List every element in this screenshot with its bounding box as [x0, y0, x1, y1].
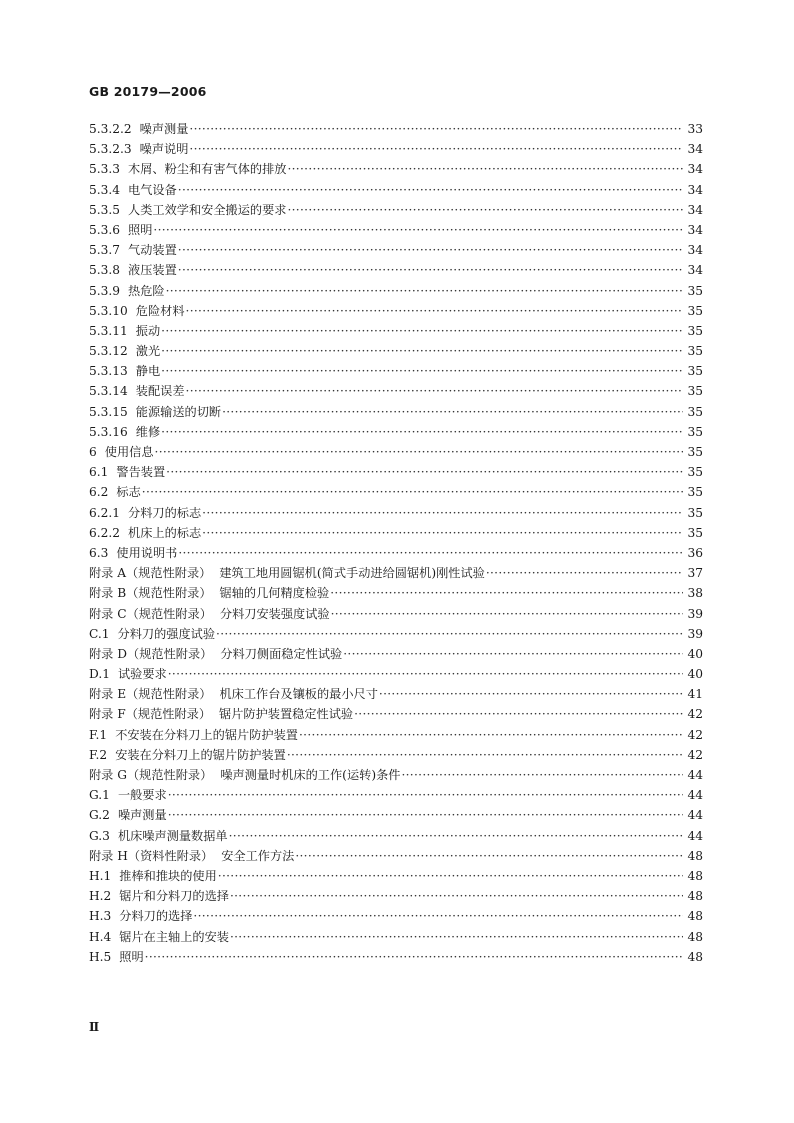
toc-entry-page: 48	[687, 868, 703, 883]
toc-entry-title: 一般要求	[117, 788, 167, 803]
toc-entry-page: 48	[687, 949, 703, 964]
toc-entry-title: 使用说明书	[116, 545, 178, 560]
toc-entry[interactable]	[89, 906, 703, 926]
toc-entry-number: 附录 H（资料性附录）	[89, 848, 214, 863]
toc-entry-title: 噪声说明	[139, 142, 189, 157]
toc-entry-title: 电气设备	[128, 182, 177, 197]
toc-entry-title: 照明	[128, 222, 153, 237]
toc-entry-number: 附录 C（规范性附录）	[89, 606, 212, 621]
toc-entry-page: 35	[687, 505, 703, 520]
toc-entry-number: H.4	[89, 929, 112, 944]
toc-entry-page: 44	[687, 828, 703, 843]
toc-entry-number: H.2	[89, 889, 112, 904]
toc-entry-page: 35	[687, 323, 703, 338]
toc-entry-page: 34	[687, 142, 703, 157]
dot-leader	[168, 785, 683, 805]
toc-entry[interactable]	[89, 684, 703, 704]
dot-leader	[193, 906, 683, 926]
toc-entry[interactable]	[89, 765, 703, 785]
toc-entry-page: 36	[687, 545, 703, 560]
toc-entry-page: 35	[687, 445, 703, 459]
toc-entry-title: 试验要求	[117, 667, 167, 682]
dot-leader	[216, 624, 683, 644]
toc-entry-number: 5.3.4	[89, 182, 121, 197]
toc-entry-page: 34	[687, 243, 703, 258]
toc-entry-title: 不安装在分料刀上的锯片防护装置	[115, 727, 298, 742]
toc-entry[interactable]	[89, 180, 703, 200]
toc-entry-number: F.2	[89, 747, 108, 762]
toc-entry[interactable]	[89, 260, 703, 280]
dot-leader	[161, 361, 683, 381]
toc-entry-page: 34	[687, 182, 703, 197]
dot-leader	[486, 563, 683, 583]
dot-leader	[189, 139, 683, 159]
toc-entry-number: 6.1	[89, 465, 109, 480]
dot-leader	[331, 604, 683, 624]
toc-entry-title: 标志	[116, 485, 141, 500]
toc-entry-page: 39	[687, 626, 703, 641]
toc-entry[interactable]	[89, 866, 703, 886]
table-of-contents	[89, 119, 703, 967]
dot-leader	[379, 684, 683, 704]
dot-leader	[186, 301, 683, 321]
toc-entry-title: 噪声测量时机床的工作(运转)条件	[220, 768, 401, 782]
toc-entry-number: 5.3.2.3	[89, 142, 132, 157]
toc-entry-title: 照明	[119, 949, 144, 964]
toc-entry-title: 激光	[135, 344, 161, 359]
toc-entry-page: 33	[687, 122, 703, 136]
toc-entry-number: 5.3.14	[89, 384, 128, 399]
toc-entry-number: C.1	[89, 626, 110, 641]
toc-entry[interactable]	[89, 745, 703, 765]
toc-entry-title: 热危险	[128, 283, 165, 298]
toc-entry-page: 42	[687, 727, 703, 742]
toc-entry[interactable]	[89, 301, 703, 321]
toc-entry-page: 35	[687, 384, 703, 399]
toc-entry-title: 分料刀的标志	[128, 505, 202, 520]
toc-entry-page: 48	[687, 929, 703, 944]
toc-entry-number: 5.3.11	[89, 323, 128, 338]
toc-entry[interactable]	[89, 281, 703, 301]
toc-entry[interactable]	[89, 624, 703, 644]
toc-entry-title: 使用信息	[104, 445, 154, 459]
toc-entry-number: G.2	[89, 808, 110, 823]
dot-leader	[161, 341, 683, 361]
toc-entry[interactable]	[89, 341, 703, 361]
toc-entry-number: 5.3.15	[89, 404, 128, 419]
toc-entry-page: 41	[687, 687, 703, 702]
toc-entry[interactable]	[89, 846, 703, 866]
toc-entry[interactable]	[89, 725, 703, 745]
toc-entry[interactable]	[89, 947, 703, 967]
toc-entry-number: 5.3.8	[89, 263, 121, 278]
toc-entry[interactable]	[89, 482, 703, 502]
toc-entry[interactable]	[89, 543, 703, 563]
toc-entry-title: 噪声测量	[117, 808, 167, 823]
dot-leader	[222, 402, 683, 422]
dot-leader	[161, 422, 683, 442]
toc-entry-number: 5.3.2.2	[89, 122, 132, 136]
toc-entry[interactable]	[89, 462, 703, 482]
toc-entry[interactable]	[89, 503, 703, 523]
toc-entry-title: 噪声测量	[139, 122, 189, 136]
toc-entry[interactable]	[89, 159, 703, 179]
toc-entry-number: 附录 A（规范性附录）	[89, 566, 212, 581]
toc-entry-title: 人类工效学和安全搬运的要求	[128, 202, 287, 217]
toc-entry-number: 附录 D（规范性附录）	[89, 646, 213, 661]
dot-leader	[178, 260, 683, 280]
toc-entry-page: 48	[687, 889, 703, 904]
toc-entry-title: 安全工作方法	[221, 848, 295, 863]
toc-entry-page: 35	[687, 344, 703, 359]
toc-entry-page: 39	[687, 606, 703, 621]
toc-entry-number: D.1	[89, 667, 110, 682]
dot-leader	[295, 846, 683, 866]
toc-entry-number: 5.3.3	[89, 162, 121, 177]
toc-entry[interactable]	[89, 826, 703, 846]
toc-entry-number: 5.3.12	[89, 344, 128, 359]
toc-entry-page: 42	[687, 747, 703, 762]
toc-entry-number: 附录 F（规范性附录）	[89, 707, 212, 722]
toc-entry-page: 35	[687, 485, 703, 500]
dot-leader	[299, 725, 683, 745]
toc-entry-number: H.3	[89, 909, 112, 924]
toc-entry-title: 静电	[135, 364, 161, 379]
dot-leader	[178, 240, 683, 260]
toc-entry-title: 危险材料	[135, 303, 185, 318]
toc-entry[interactable]	[89, 644, 703, 664]
toc-entry-number: 5.3.5	[89, 202, 121, 217]
toc-entry-title: 分料刀的选择	[119, 909, 193, 924]
toc-entry-number: 5.3.10	[89, 303, 128, 318]
toc-entry[interactable]	[89, 119, 703, 139]
toc-entry-number: 5.3.13	[89, 364, 128, 379]
toc-entry[interactable]	[89, 785, 703, 805]
toc-entry-page: 34	[687, 222, 703, 237]
toc-entry-title: 锯轴的几何精度检验	[219, 586, 330, 601]
toc-entry-page: 35	[687, 525, 703, 540]
dot-leader	[230, 927, 683, 947]
dot-leader	[168, 664, 683, 684]
toc-entry-page: 48	[687, 848, 703, 863]
toc-entry[interactable]	[89, 927, 703, 947]
toc-entry-page: 35	[687, 303, 703, 318]
dot-leader	[168, 805, 683, 825]
dot-leader	[161, 321, 683, 341]
toc-entry-title: 能源输送的切断	[135, 404, 222, 419]
toc-entry-number: 6.3	[89, 545, 109, 560]
toc-entry[interactable]	[89, 704, 703, 724]
toc-entry-page: 40	[687, 667, 703, 682]
dot-leader	[218, 866, 683, 886]
toc-entry-title: 机床工作台及镶板的最小尺寸	[219, 687, 378, 702]
dot-leader	[354, 704, 683, 724]
dot-leader	[142, 482, 683, 502]
toc-entry-title: 气动装置	[128, 243, 177, 258]
dot-leader	[229, 826, 683, 846]
dot-leader	[189, 119, 683, 139]
dot-leader	[186, 381, 683, 401]
dot-leader	[401, 765, 683, 785]
toc-entry-title: 安装在分料刀上的锯片防护装置	[115, 747, 286, 762]
toc-entry-page: 44	[687, 808, 703, 823]
toc-entry-page: 34	[687, 263, 703, 278]
toc-entry-page: 35	[687, 283, 703, 298]
toc-entry[interactable]	[89, 664, 703, 684]
toc-entry-title: 警告装置	[116, 465, 166, 480]
toc-entry-number: 6.2	[89, 485, 109, 500]
toc-entry-number: 附录 G（规范性附录）	[89, 768, 213, 782]
toc-entry[interactable]	[89, 200, 703, 220]
toc-entry[interactable]	[89, 402, 703, 422]
toc-entry-page: 48	[687, 909, 703, 924]
toc-entry[interactable]	[89, 381, 703, 401]
dot-leader	[287, 745, 683, 765]
toc-entry-number: 6	[89, 445, 97, 459]
toc-entry-number: H.1	[89, 868, 112, 883]
toc-entry-page: 35	[687, 465, 703, 480]
toc-entry-number: 5.3.6	[89, 222, 121, 237]
toc-entry[interactable]	[89, 139, 703, 159]
toc-entry-page: 40	[687, 646, 703, 661]
toc-entry-page: 44	[687, 788, 703, 803]
page-number: Ⅱ	[89, 1020, 100, 1034]
dot-leader	[343, 644, 683, 664]
dot-leader	[178, 180, 683, 200]
toc-entry[interactable]	[89, 604, 703, 624]
dot-leader	[230, 886, 683, 906]
toc-entry-page: 35	[687, 364, 703, 379]
toc-entry[interactable]	[89, 583, 703, 603]
dot-leader	[178, 543, 683, 563]
toc-entry-title: 机床上的标志	[128, 525, 202, 540]
toc-entry-title: 分料刀安装强度试验	[219, 606, 330, 621]
toc-entry-title: 分料刀的强度试验	[117, 626, 216, 641]
dot-leader	[330, 583, 683, 603]
toc-entry-title: 振动	[135, 323, 161, 338]
toc-entry[interactable]	[89, 240, 703, 260]
toc-entry-page: 35	[687, 404, 703, 419]
toc-entry-page: 35	[687, 424, 703, 439]
toc-entry-title: 木屑、粉尘和有害气体的排放	[128, 162, 287, 177]
toc-entry[interactable]	[89, 422, 703, 442]
dot-leader	[145, 947, 683, 967]
toc-entry-title: 维修	[135, 424, 161, 439]
dot-leader	[202, 523, 683, 543]
toc-entry[interactable]	[89, 442, 703, 462]
toc-entry-title: 分料刀侧面稳定性试验	[220, 646, 343, 661]
toc-entry-number: 5.3.7	[89, 243, 121, 258]
toc-entry-page: 34	[687, 202, 703, 217]
toc-entry-number: H.5	[89, 949, 112, 964]
toc-entry-number: 附录 B（规范性附录）	[89, 586, 212, 601]
toc-entry[interactable]	[89, 220, 703, 240]
dot-leader	[166, 281, 683, 301]
toc-entry-title: 机床噪声测量数据单	[117, 828, 228, 843]
toc-entry-number: 附录 E（规范性附录）	[89, 687, 212, 702]
toc-entry-page: 37	[687, 566, 703, 581]
toc-entry-page: 38	[687, 586, 703, 601]
toc-entry-number: G.3	[89, 828, 110, 843]
dot-leader	[153, 220, 683, 240]
toc-entry[interactable]	[89, 523, 703, 543]
toc-entry-title: 锯片防护装置稳定性试验	[219, 707, 354, 722]
toc-entry[interactable]	[89, 886, 703, 906]
toc-entry-title: 推棒和推块的使用	[119, 868, 217, 883]
toc-entry[interactable]	[89, 321, 703, 341]
toc-entry-page: 42	[687, 707, 703, 722]
toc-entry[interactable]	[89, 361, 703, 381]
toc-entry[interactable]	[89, 563, 703, 583]
toc-entry-title: 建筑工地用圆锯机(简式手动进给圆锯机)刚性试验	[219, 566, 485, 581]
toc-entry-title: 装配误差	[135, 384, 185, 399]
toc-entry-number: F.1	[89, 727, 108, 742]
dot-leader	[202, 503, 683, 523]
toc-entry-title: 锯片和分料刀的选择	[119, 889, 229, 904]
dot-leader	[287, 159, 683, 179]
toc-entry[interactable]	[89, 805, 703, 825]
toc-entry-page: 44	[687, 768, 703, 782]
toc-entry-number: 5.3.16	[89, 424, 128, 439]
dot-leader	[155, 442, 683, 462]
toc-entry-page: 34	[687, 162, 703, 177]
dot-leader	[287, 200, 683, 220]
toc-entry-title: 液压装置	[128, 263, 177, 278]
toc-entry-number: 6.2.2	[89, 525, 121, 540]
toc-entry-number: 6.2.1	[89, 505, 121, 520]
toc-entry-number: 5.3.9	[89, 283, 121, 298]
dot-leader	[166, 462, 683, 482]
standard-number: GB 20179—2006	[89, 84, 207, 99]
toc-entry-title: 锯片在主轴上的安装	[119, 929, 229, 944]
toc-entry-number: G.1	[89, 788, 110, 803]
